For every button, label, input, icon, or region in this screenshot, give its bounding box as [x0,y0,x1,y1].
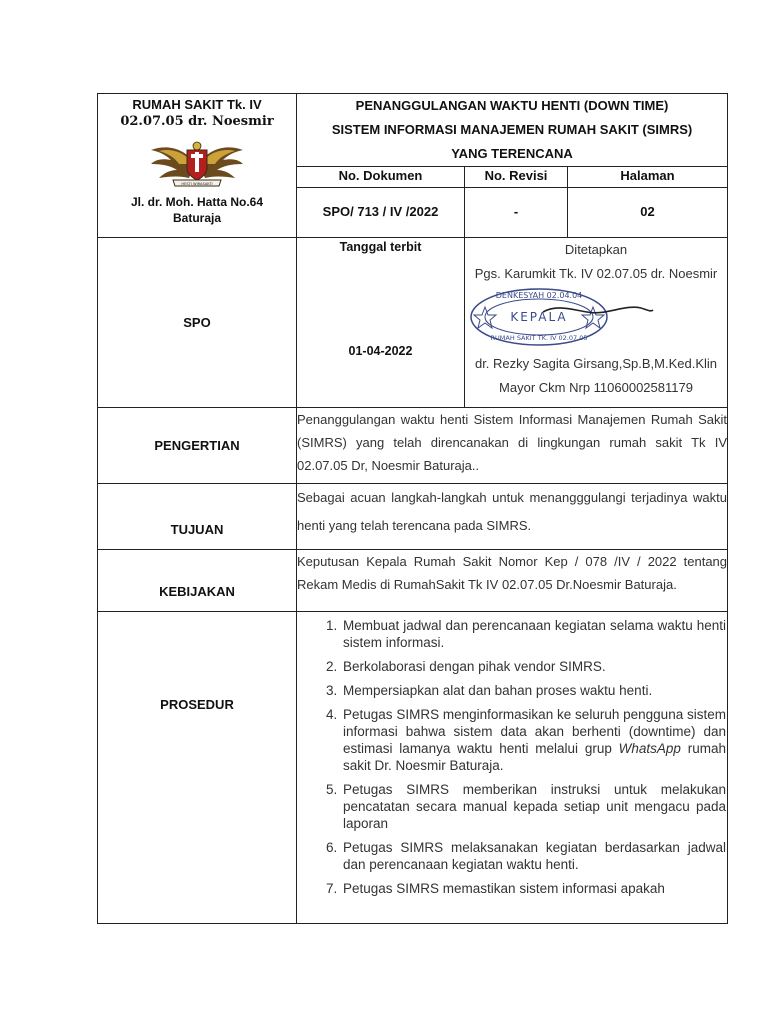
revision-value: - [465,188,568,238]
procedure-step: 6. Petugas SIMRS melaksanakan kegiatan berdasarkan jadwal dan perencanaan kegiatan waktu henti. [341,839,726,873]
prosedur-steps-cell [297,612,728,924]
procedure-list [297,617,727,897]
procedure-step-text: Petugas SIMRS menginformasikan ke seluruh pengguna sistem informasi bahwa sistem data akan berhenti (downtime) dan estimasi lamanya waktu henti melalui grup [343,707,727,756]
document-title-line2: SISTEM INFORMASI MANAJEMEN RUMAH SAKIT (SIMRS) [297,118,728,142]
spo-table [97,93,728,924]
kebijakan-label: KEBIJAKAN [98,550,297,612]
kebijakan-text: Keputusan Kepala Rumah Sakit Nomor Kep / 078 /IV / 2022 tentang Rekam Medis di RumahSakit Tk IV 02.07.05 Dr.Noesmir Baturaja. [297,550,728,612]
hospital-emblem-icon [149,138,245,190]
stamp-center-text: KEPALA [510,310,568,324]
pengertian-text: Penanggulangan waktu henti Sistem Informasi Manajemen Rumah Sakit (SIMRS) yang telah direncanakan di lingkungan rumah sakit Tk IV 02.07.05 Dr, Noesmir Baturaja.. [297,408,728,484]
spo-document [97,93,727,924]
document-title-line1: PENANGGULANGAN WAKTU HENTI (DOWN TIME) [297,94,728,119]
hospital-unit: 02.07.05 dr. Noesmir [120,114,274,129]
doc-number-label: No. Dokumen [297,167,465,188]
issue-date-label: Tanggal terbit [339,240,422,254]
procedure-step-emphasis: WhatsApp [618,741,681,756]
approval-cell [465,238,728,408]
approver-name: dr. Rezky Sagita Girsang,Sp.B,M.Ked.Klin [474,356,718,371]
issue-date-cell [297,238,465,408]
spo-label: SPO [98,238,297,408]
hospital-address-street: Jl. dr. Moh. Hatta No.64 [130,195,264,209]
emblem-banner-text: HESTI WIRASAKTI [181,181,213,186]
hospital-name: RUMAH SAKIT Tk. IV [132,97,262,112]
revision-label: No. Revisi [465,167,568,188]
approver-rank: Mayor Ckm Nrp 11060002581179 [499,380,693,395]
procedure-step: 3. Mempersiapkan alat dan bahan proses waktu henti. [341,682,726,699]
issue-date-value: 01-04-2022 [348,344,413,358]
procedure-step: 7. Petugas SIMRS memastikan sistem informasi apakah [341,880,726,897]
approver-title: Pgs. Karumkit Tk. IV 02.07.05 dr. Noesmir [474,266,718,281]
official-stamp-icon [465,286,727,350]
tujuan-label: TUJUAN [98,484,297,550]
page-label: Halaman [568,167,728,188]
procedure-step: 2. Berkolaborasi dengan pihak vendor SIMRS. [341,658,726,675]
hospital-address-city: Baturaja [172,211,222,225]
procedure-step: 1. Membuat jadwal dan perencanaan kegiatan selama waktu henti sistem informasi. [341,617,726,651]
procedure-step: 5. Petugas SIMRS memberikan instruksi untuk melakukan pencatatan secara manual kepada setiap unit mengacu pada laporan [341,781,726,832]
stamp-top-text: DENKESYAH 02.04.04 [495,291,583,300]
stamp-bottom-text: RUMAH SAKIT TK. IV 02.07.05 [490,334,588,342]
page-value: 02 [568,188,728,238]
prosedur-label: PROSEDUR [98,612,297,924]
pengertian-label: PENGERTIAN [98,408,297,484]
tujuan-text: Sebagai acuan langkah-langkah untuk menangggulangi terjadinya waktu henti yang telah terencana pada SIMRS. [297,484,728,550]
hospital-identity-cell [98,94,297,238]
approval-label: Ditetapkan [564,242,628,257]
document-title-line3: YANG TERENCANA [297,142,728,167]
procedure-step [341,706,726,774]
procedure-step-tail: rumah sakit Dr. Noesmir Baturaja. [343,741,727,773]
doc-number-value: SPO/ 713 / IV /2022 [297,188,465,238]
